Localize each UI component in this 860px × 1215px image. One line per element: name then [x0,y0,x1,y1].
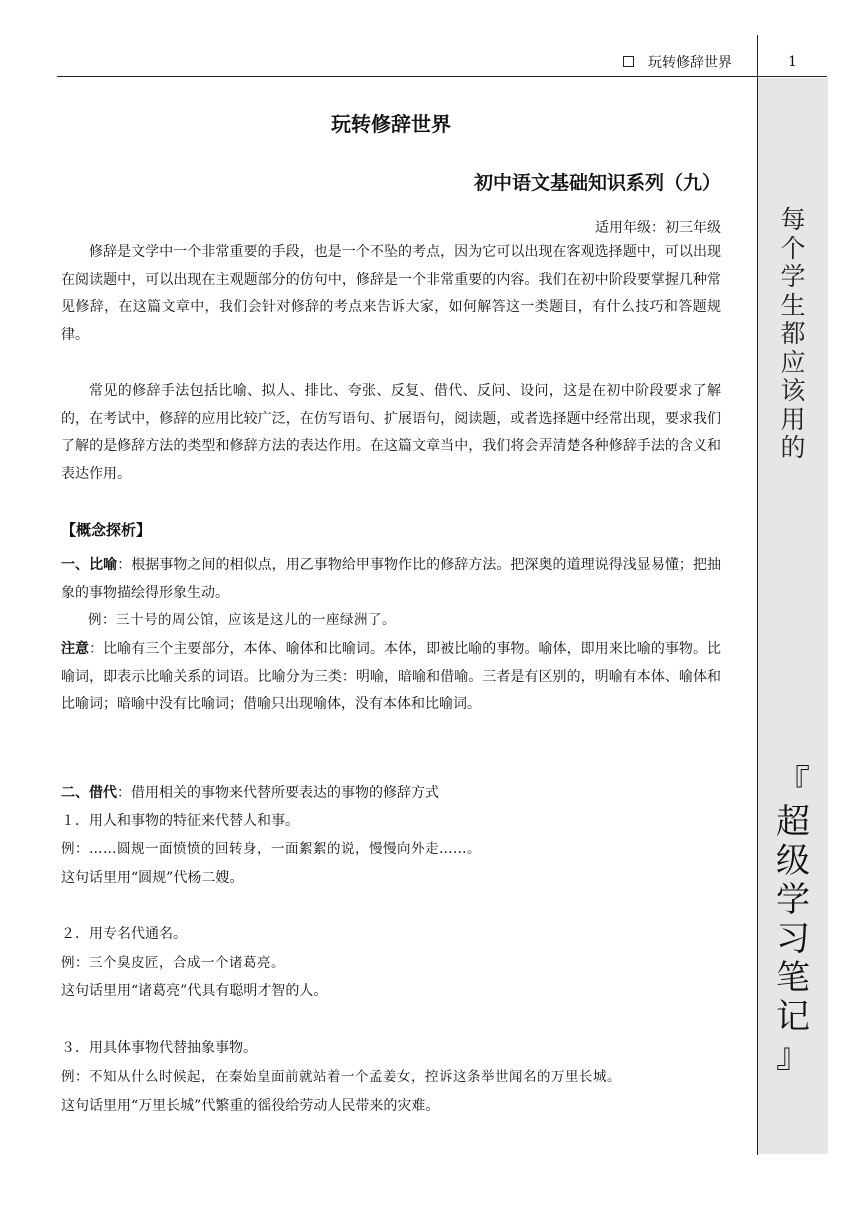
metaphor-text: ：根据事物之间的相似点，用乙事物给甲事物作比的修辞方法。把深奥的道理说得浅显易懂；把抽象的事物描绘得形象生动。 [61,557,722,601]
sidebar-char: 笔 [776,958,810,998]
example-line: 例：三个臭皮匠，合成一个诸葛亮。 [61,955,285,971]
metaphor-definition [61,552,721,607]
sidebar-char: 的 [780,433,806,462]
sidebar-bottom-text [758,764,828,1076]
explanation-line: 这句话里用“诸葛亮”代具有聪明才智的人。 [61,983,328,999]
metonymy-definition [61,780,721,808]
metonymy-label: 借代 [89,785,117,801]
sidebar-char: 用 [780,404,806,434]
grade-label: 适用年级：初三年级 [595,220,721,236]
page-title: 玩转修辞世界 [331,112,451,136]
sidebar-char: 学 [780,262,806,291]
sidebar-char: 习 [776,919,810,959]
sidebar-char: 学 [776,880,810,920]
series-subtitle: 初中语文基础知识系列（九） [473,172,721,194]
list-item: １．用人和事物的特征来代替人和事。 [61,813,299,829]
intro-paragraph: 常见的修辞手法包括比喻、拟人、排比、夸张、反复、借代、反问、设问，这是在初中阶段要求了解的，在考试中，修辞的应用比较广泛，在仿写语句、扩展语句，阅读题，或者选择题中经常出现，要求我们了解的是修辞方法的类型和修辞方法的表达作用。在这篇文章当中，我们将会弄清楚各种修辞手法的含义和表达作用。 [61,383,721,482]
list-item: ２．用专名代通名。 [61,926,187,942]
sidebar-char: 』 [776,1036,810,1076]
sidebar-char: 级 [776,841,810,881]
sidebar-char: 每 [780,205,806,234]
note-text: ：比喻有三个主要部分，本体、喻体和比喻词。本体，即被比喻的事物。喻体，即用来比喻的事物。比喻词，即表示比喻关系的词语。比喻分为三类：明喻，暗喻和借喻。三者是有区别的，明喻有本体、喻体和比喻词；暗喻中没有比喻词；借喻只出现喻体，没有本体和比喻词。 [61,641,722,712]
sidebar-char: 都 [780,319,806,348]
page-number: 1 [788,54,797,70]
example-line: 例：三十号的周公馆，应该是这儿的一座绿洲了。 [88,612,396,628]
metonymy-text: ：借用相关的事物来代替所要表达的事物的修辞方式 [117,785,439,801]
intro-paragraph: 修辞是文学中一个非常重要的手段，也是一个不坠的考点，因为它可以出现在客观选择题中，可以出现在阅读题中，可以出现在主观题部分的仿句中，修辞是一个非常重要的内容。我们在初中阶段要掌握几种常见修辞，在这篇文章中，我们会针对修辞的考点来告诉大家，如何解答这一类题目，有什么技巧和答题规律。 [61,244,721,343]
metaphor-label: 一、比喻 [61,557,118,573]
example-line: 例：不知从什么时候起，在秦始皇面前就站着一个孟姜女，控诉这条举世闻名的万里长城。 [61,1069,621,1085]
example-line: 例：……圆规一面愤愤的回转身，一面絮絮的说，慢慢向外走……。 [61,841,481,857]
section-heading: 【概念探析】 [61,521,152,539]
sidebar-char: 超 [776,802,810,842]
sidebar [758,78,828,1154]
list-item: ３．用具体事物代替抽象事物。 [61,1040,257,1056]
running-header [623,52,732,72]
running-header-title: 玩转修辞世界 [648,55,732,71]
sidebar-char: 记 [776,997,810,1037]
metonymy-prefix: 二、 [61,785,89,801]
sidebar-char: 应 [780,347,806,377]
sidebar-char: 『 [776,763,810,803]
header-rule [57,76,827,77]
sidebar-char: 该 [780,376,806,405]
note-paragraph [61,636,721,719]
explanation-line: 这句话里用“万里长城”代繁重的徭役给劳动人民带来的灾难。 [61,1098,440,1114]
sidebar-char: 生 [780,290,806,320]
checkbox-icon [623,56,634,67]
note-label: 注意 [61,641,90,657]
sidebar-top-text [758,206,828,463]
explanation-line: 这句话里用“圆规”代杨二嫂。 [61,870,244,886]
sidebar-char: 个 [780,233,806,263]
